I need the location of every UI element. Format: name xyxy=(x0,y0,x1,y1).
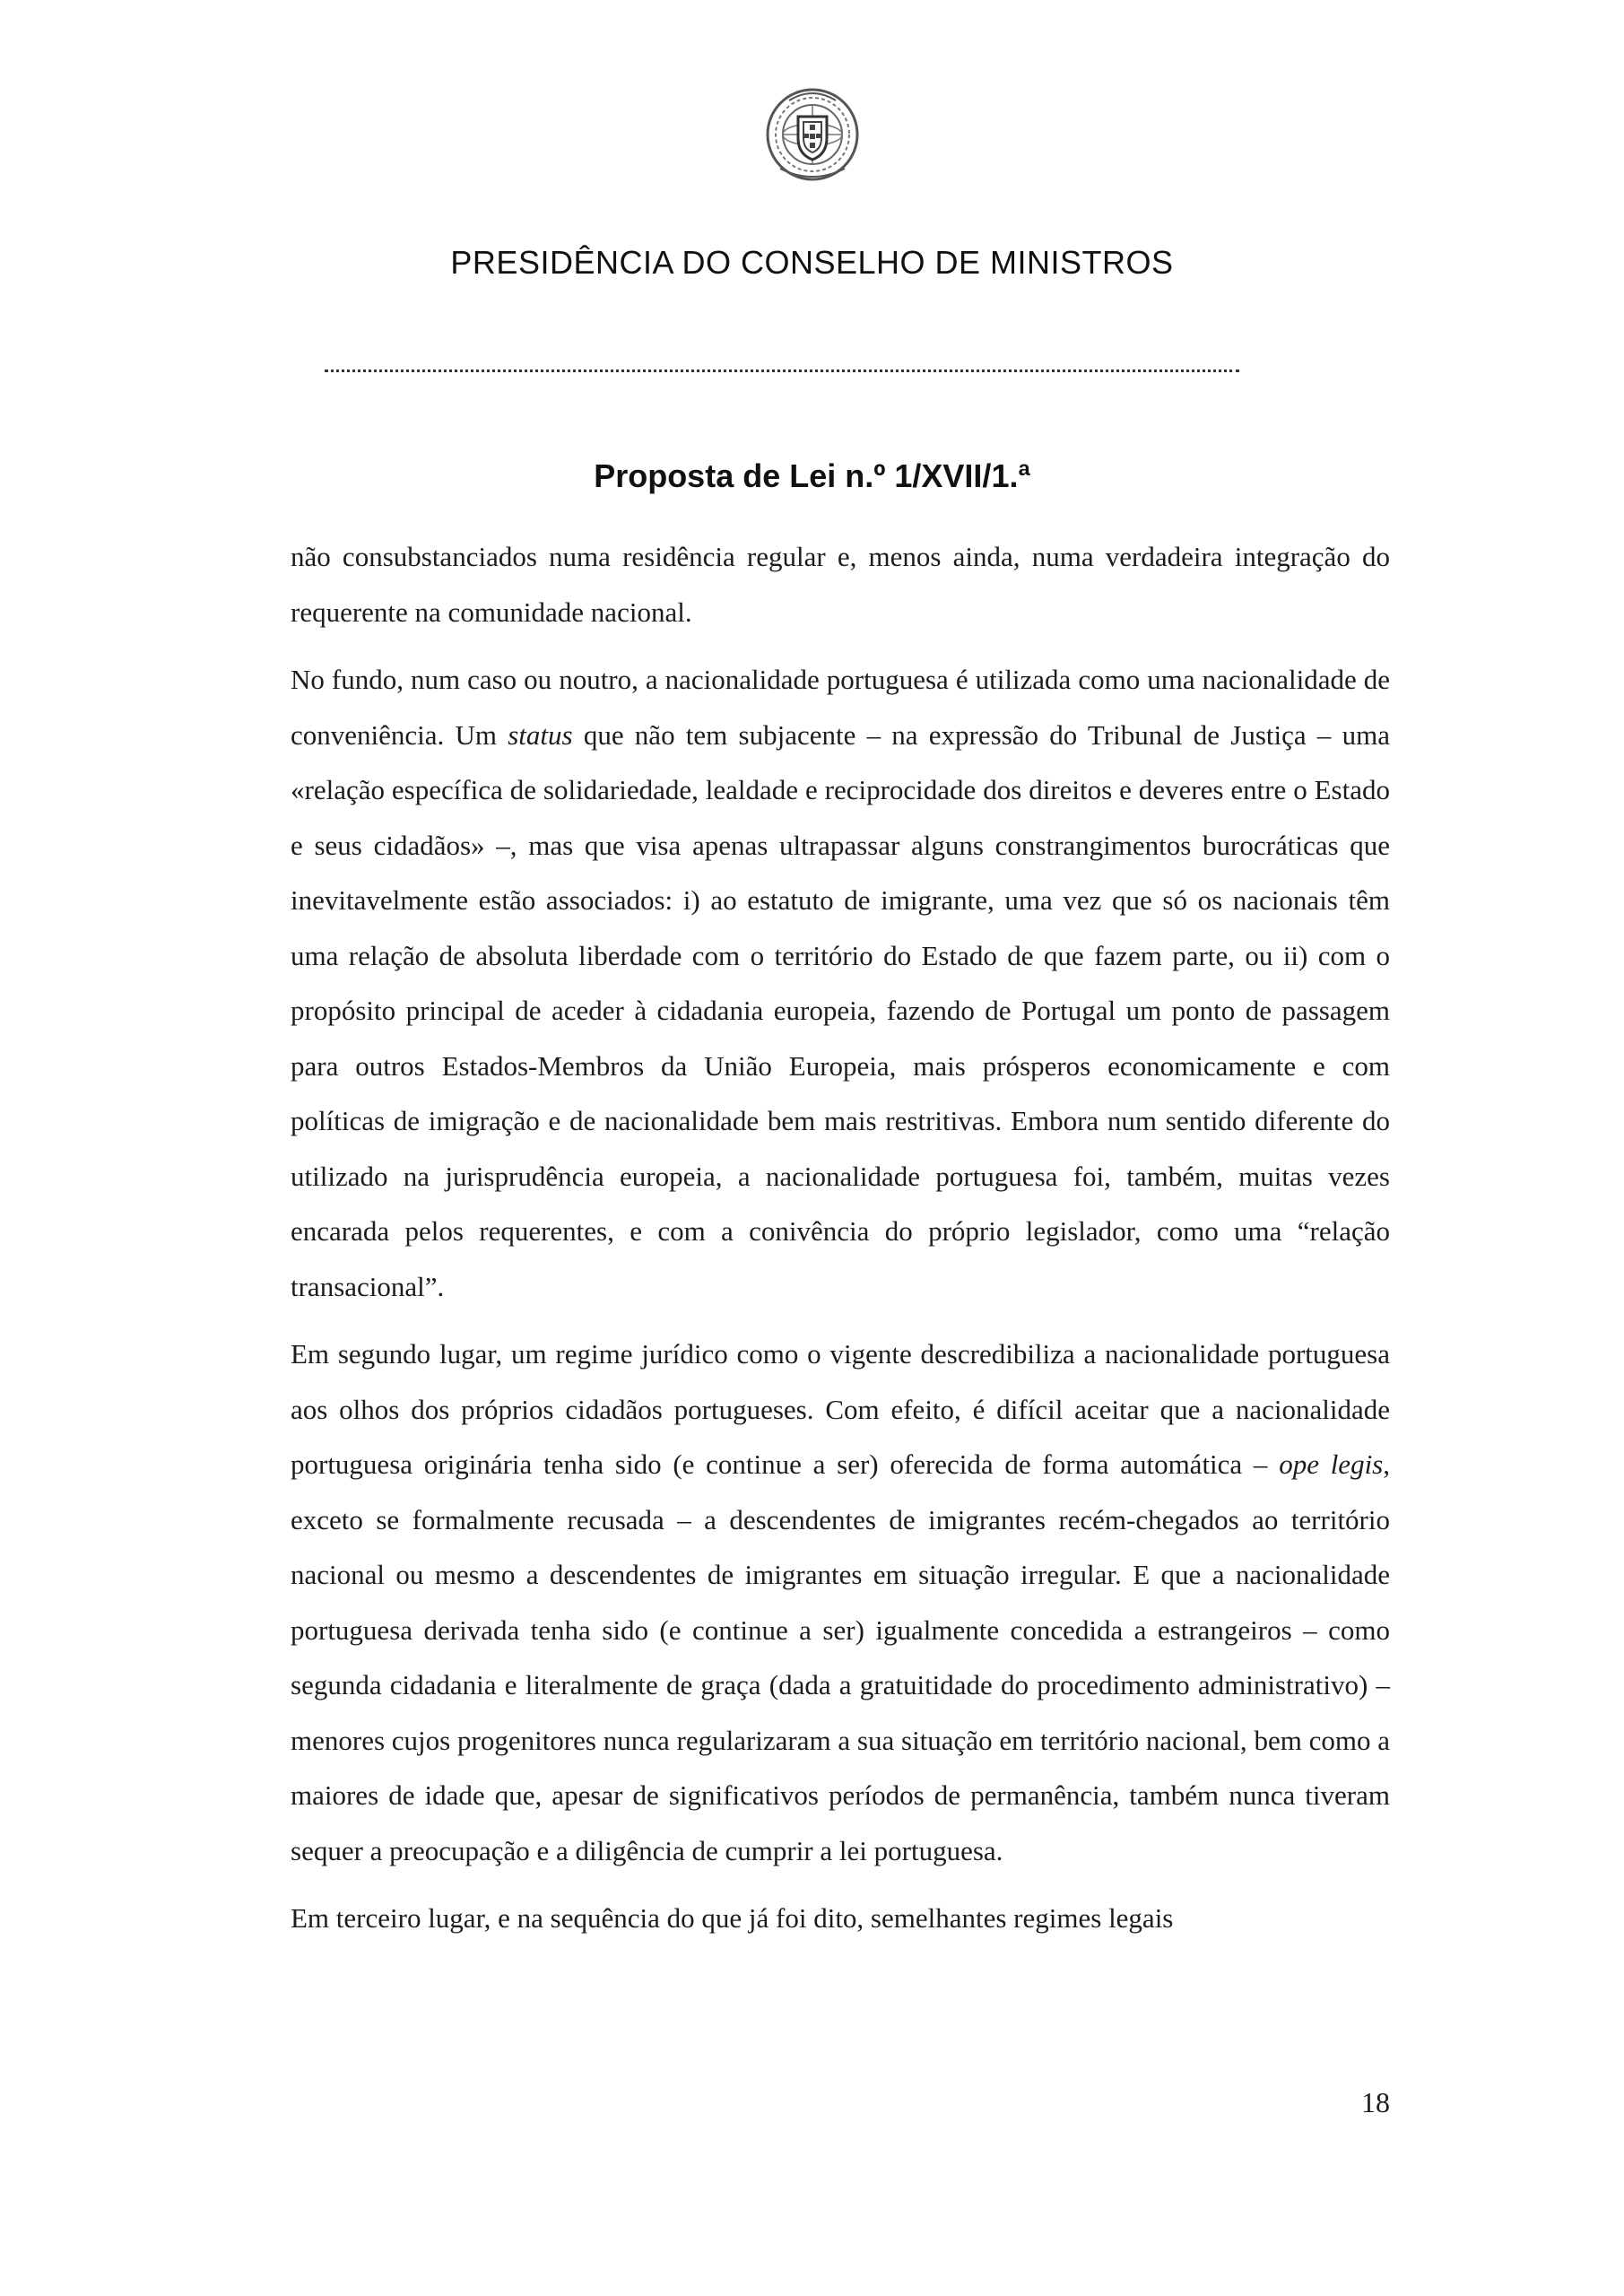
paragraph-2-text-a: No fundo, num caso ou noutro, a nacionalidade portuguesa é utilizada como uma nacionalidade de conveniência. Um xyxy=(291,664,1390,751)
paragraph-2 xyxy=(291,652,1390,1314)
paragraph-3-text-a: Em segundo lugar, um regime jurídico como o vigente descredibiliza a nacionalidade portuguesa aos olhos dos próprios cidadãos portugueses. Com efeito, é difícil aceitar que a nacionalidade portuguesa originária tenha sido (e continue a ser) oferecida de forma automática – xyxy=(291,1338,1390,1480)
paragraph-1 xyxy=(291,529,1390,639)
paragraph-2-italic-term: status xyxy=(508,718,573,751)
paragraph-3 xyxy=(291,1326,1390,1878)
paragraph-4-text: Em terceiro lugar, e na sequência do que já foi dito, semelhantes regimes legais xyxy=(291,1902,1174,1934)
portuguese-coat-of-arms-icon xyxy=(762,83,863,183)
document-reference: Proposta de Lei n.º 1/XVII/1.ª xyxy=(594,457,1030,494)
document-body xyxy=(291,529,1390,1959)
page-number: 18 xyxy=(1361,2086,1390,2118)
paragraph-4 xyxy=(291,1891,1390,1946)
paragraph-2-text-b: que não tem subjacente – na expressão do Tribunal de Justiça – uma «relação específica de solidariedade, lealdade e reciprocidade dos direitos e deveres entre o Estado e seus cidadãos» –, mas que visa apenas ultrapassar alguns constrangimentos burocráticas que inevitavelmente estão associados: i) ao estatuto de imigrante, uma vez que só os nacionais têm uma relação de absoluta liberdade com o território do Estado de que fazem parte, ou ii) com o propósito principal de aceder à cidadania europeia, fazendo de Portugal um ponto de passagem para outros Estados-Membros da União Europeia, mais prósperos economicamente e com políticas de imigração e de nacionalidade bem mais restritivas. Embora num sentido diferente do utilizado na jurisprudência europeia, a nacionalidade portuguesa foi, também, muitas vezes encarada pelos requerentes, e com a conivência do próprio legislador, como uma “relação transacional”. xyxy=(291,718,1390,1302)
header-divider xyxy=(325,370,1239,372)
paragraph-3-italic-term: ope legis xyxy=(1279,1448,1384,1480)
institution-header: PRESIDÊNCIA DO CONSELHO DE MINISTROS xyxy=(450,244,1174,281)
paragraph-1-text: não consubstanciados numa residência regular e, menos ainda, numa verdadeira integração do requerente na comunidade nacional. xyxy=(291,541,1390,628)
paragraph-3-text-b: , exceto se formalmente recusada – a descendentes de imigrantes recém-chegados ao território nacional ou mesmo a descendentes de imigrantes em situação irregular. E que a nacionalidade portuguesa derivada tenha sido (e continue a ser) igualmente concedida a estrangeiros – como segunda cidadania e literalmente de graça (dada a gratuitidade do procedimento administrativo) – menores cujos progenitores nunca regularizaram a sua situação em território nacional, bem como a maiores de idade que, apesar de significativos períodos de permanência, também nunca tiveram sequer a preocupação e a diligência de cumprir a lei portuguesa. xyxy=(291,1448,1390,1866)
